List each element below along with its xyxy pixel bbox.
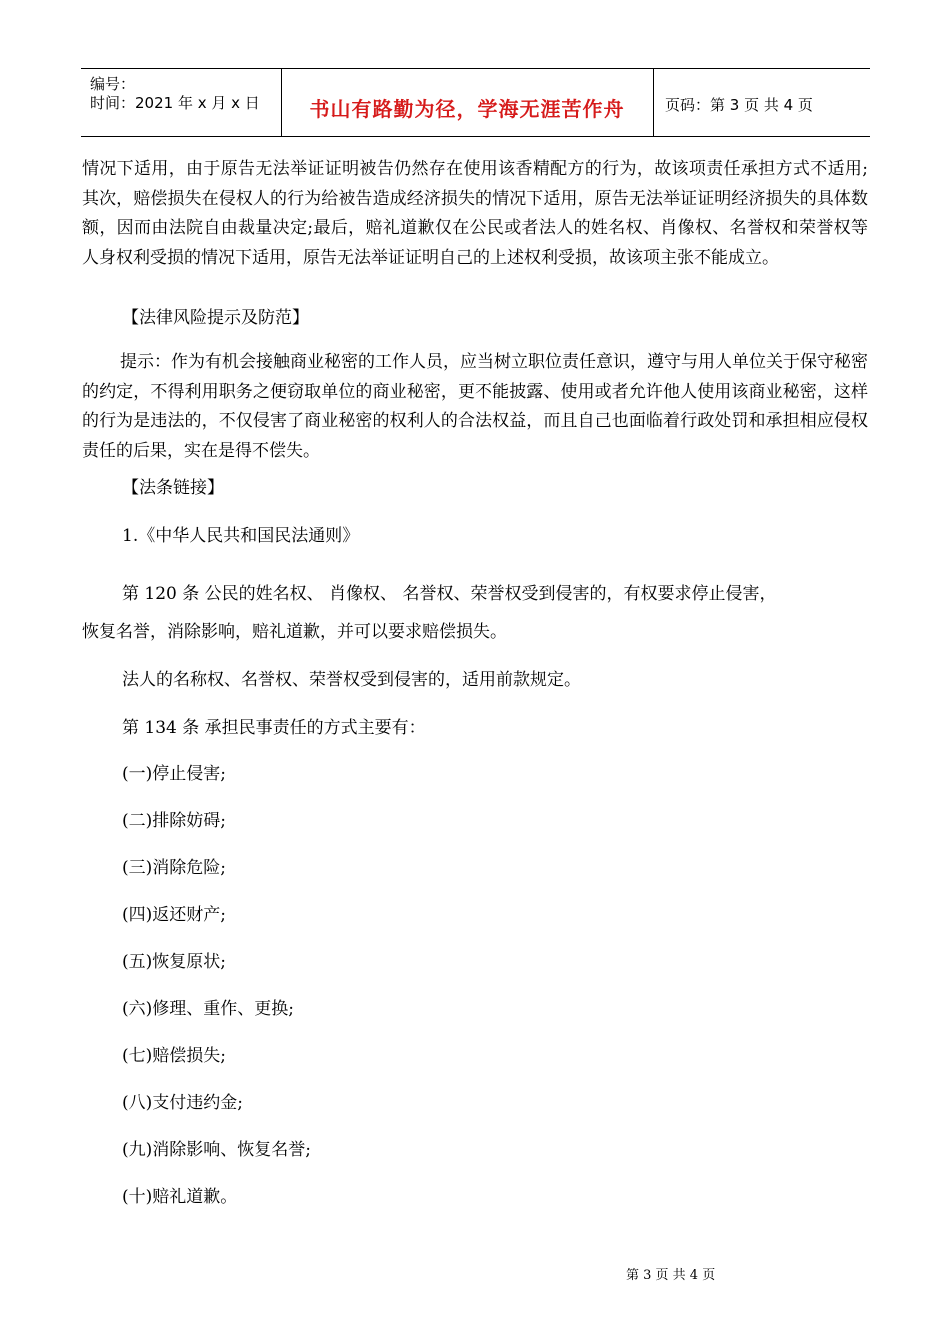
list-item: (四)返还财产; <box>122 905 226 925</box>
list-item: (五)恢复原状; <box>122 952 226 972</box>
risk-paragraph: 提示：作为有机会接触商业秘密的工作人员，应当树立职位责任意识，遵守与用人单位关于保守秘密的约定，不得利用职务之便窃取单位的商业秘密，更不能披露、使用或者允许他人使用该商业秘密，这样的行为是违法的，不仅侵害了商业秘密的权利人的合法权益，而且自己也面临着行政处罚和承担相应侵权责任的后果，实在是得不偿失。 <box>82 352 868 461</box>
document-number-label: 编号： <box>90 75 136 93</box>
law-title: 1.《中华人民共和国民法通则》 <box>122 526 360 546</box>
intro-paragraph: 情况下适用，由于原告无法举证证明被告仍然存在使用该香精配方的行为，故该项责任承担方式不适用;其次，赔偿损失在侵权人的行为给被告造成经济损失的情况下适用，原告无法举证证明经济损失的具体数额，因而由法院自由裁量决定;最后，赔礼道歉仅在公民或者法人的姓名权、肖像权、名誉权和荣誉权等人身权利受损的情况下适用，原告无法举证证明自己的上述权利受损，故该项主张不能成立。 <box>82 159 868 268</box>
list-item: (三)消除危险; <box>122 858 226 878</box>
header-motto: 书山有路勤为径，学海无涯苦作舟 <box>309 97 625 121</box>
law-heading: 【法条链接】 <box>122 478 224 498</box>
header-page-code: 页码：第 3 页 共 4 页 <box>665 96 813 114</box>
article-120-line-2: 恢复名誉，消除影响，赔礼道歉，并可以要求赔偿损失。 <box>82 622 507 642</box>
article-120-line-1: 第 120 条 公民的姓名权、 肖像权、 名誉权、荣誉权受到侵害的，有权要求停止侵害， <box>122 584 777 604</box>
list-item: (二)排除妨碍; <box>122 811 226 831</box>
header-motto-cell <box>281 69 654 136</box>
risk-heading: 【法律风险提示及防范】 <box>122 308 309 328</box>
document-date-label: 时间：2021 年 x 月 x 日 <box>90 94 260 112</box>
list-item: (九)消除影响、恢复名誉; <box>122 1140 311 1160</box>
header-meta-cell <box>81 69 282 136</box>
article-120-paragraph-2: 法人的名称权、名誉权、荣誉权受到侵害的，适用前款规定。 <box>122 670 581 690</box>
list-item: (七)赔偿损失; <box>122 1046 226 1066</box>
list-item: (一)停止侵害; <box>122 764 226 784</box>
page-footer: 第 3 页 共 4 页 <box>626 1268 716 1283</box>
header-page-cell <box>653 69 870 136</box>
article-134-heading: 第 134 条 承担民事责任的方式主要有： <box>122 718 426 738</box>
list-item: (十)赔礼道歉。 <box>122 1187 238 1207</box>
list-item: (六)修理、重作、更换; <box>122 999 294 1019</box>
list-item: (八)支付违约金; <box>122 1093 243 1113</box>
page-header <box>81 68 870 137</box>
